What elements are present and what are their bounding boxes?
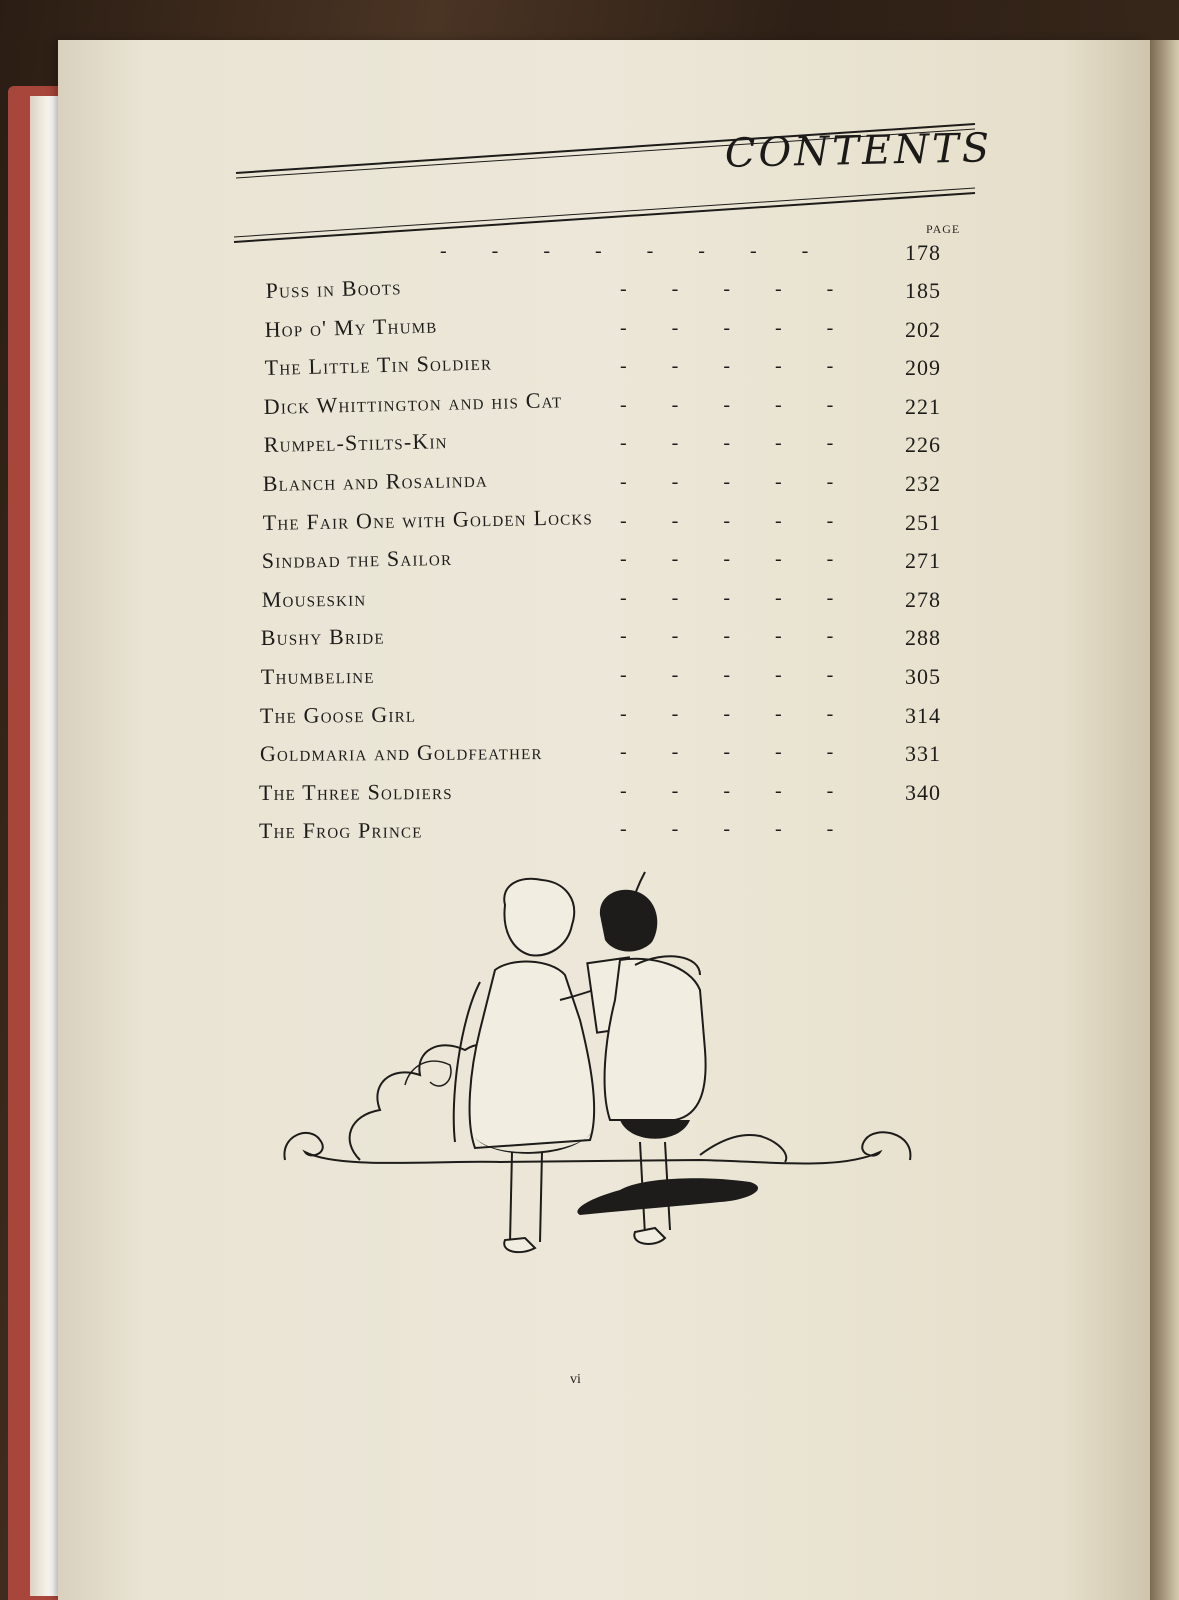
toc-row-first [0, 240, 1179, 272]
page-number: 340 [905, 779, 941, 805]
toc-row [0, 818, 1179, 850]
leader-dashes: - - - - - [620, 586, 834, 609]
children-illustration [280, 870, 920, 1280]
entry-title: Thumbeline [260, 662, 375, 690]
toc-row [0, 741, 1179, 773]
page-number: 185 [905, 278, 941, 303]
leader-dashes: - - - - - [620, 355, 834, 378]
page-number: 251 [905, 509, 941, 535]
leader-dashes: - - - - - [620, 393, 834, 416]
leader-dashes: - - - - - [620, 779, 834, 802]
toc-row [0, 312, 1179, 349]
toc-row [0, 349, 1179, 387]
page-number: 202 [905, 316, 941, 342]
page-title: CONTENTS [724, 125, 993, 177]
toc-row [0, 387, 1179, 426]
entry-title: Bushy Bride [260, 623, 385, 651]
toc-row [0, 664, 1179, 696]
entry-title: The Three Soldiers [258, 778, 453, 805]
page-folio: vi [570, 1372, 581, 1387]
entry-title: Hop o' My Thumb [264, 312, 438, 342]
entry-title: The Frog Prince [258, 817, 423, 844]
page-number: 271 [905, 548, 941, 574]
page-number: 314 [905, 702, 941, 728]
leader-dashes: - - - - - [620, 702, 834, 725]
toc-row [0, 545, 1179, 580]
entry-title: Mouseskin [261, 585, 367, 612]
leader-dashes: - - - - - [620, 548, 834, 571]
page-number: 232 [905, 471, 941, 496]
leader-dashes: - - - - - [620, 316, 834, 339]
toc-row [0, 428, 1179, 464]
page-number: 226 [905, 432, 941, 458]
leader-dashes: - - - - - [620, 278, 834, 300]
toc-row [0, 625, 1179, 657]
page-number: 331 [905, 741, 941, 767]
page-number: 288 [905, 625, 941, 651]
entry-title: The Goose Girl [259, 701, 417, 728]
leader-dashes: - - - - - [620, 471, 834, 493]
leader-dashes: - - - - - [620, 664, 834, 686]
entry-title: Puss in Boots [265, 274, 402, 304]
page-number: 221 [905, 393, 941, 419]
entry-title: Rumpel-Stilts-Kin [263, 428, 448, 458]
leader-dashes: - - - - - [620, 818, 834, 841]
leader-dashes: - - - - - [620, 741, 834, 764]
entry-title: Dick Whittington and his Cat [263, 387, 563, 419]
leader-dashes: - - - - - - - - [440, 240, 809, 262]
leader-dashes: - - - - - [620, 432, 834, 455]
toc-row [0, 274, 1179, 310]
page-number: 178 [905, 240, 941, 265]
toc-row [0, 703, 1179, 735]
page-number: 305 [905, 664, 941, 689]
entry-title: Sindbad the Sailor [261, 545, 453, 574]
toc-row [0, 466, 1179, 503]
page-number: 209 [905, 355, 941, 381]
entry-title: Blanch and Rosalinda [262, 466, 489, 497]
entry-title: Goldmaria and Goldfeather [259, 739, 543, 767]
page-column-label: PAGE [926, 222, 961, 236]
leader-dashes: - - - - - [620, 625, 834, 648]
leader-dashes: - - - - - [620, 509, 834, 532]
toc-row [0, 503, 1179, 542]
page-number: 278 [905, 586, 941, 612]
entry-title: The Fair One with Golden Locks [262, 503, 594, 535]
entry-title: The Little Tin Soldier [264, 349, 493, 381]
toc-row [0, 780, 1179, 812]
toc-row [0, 587, 1179, 619]
